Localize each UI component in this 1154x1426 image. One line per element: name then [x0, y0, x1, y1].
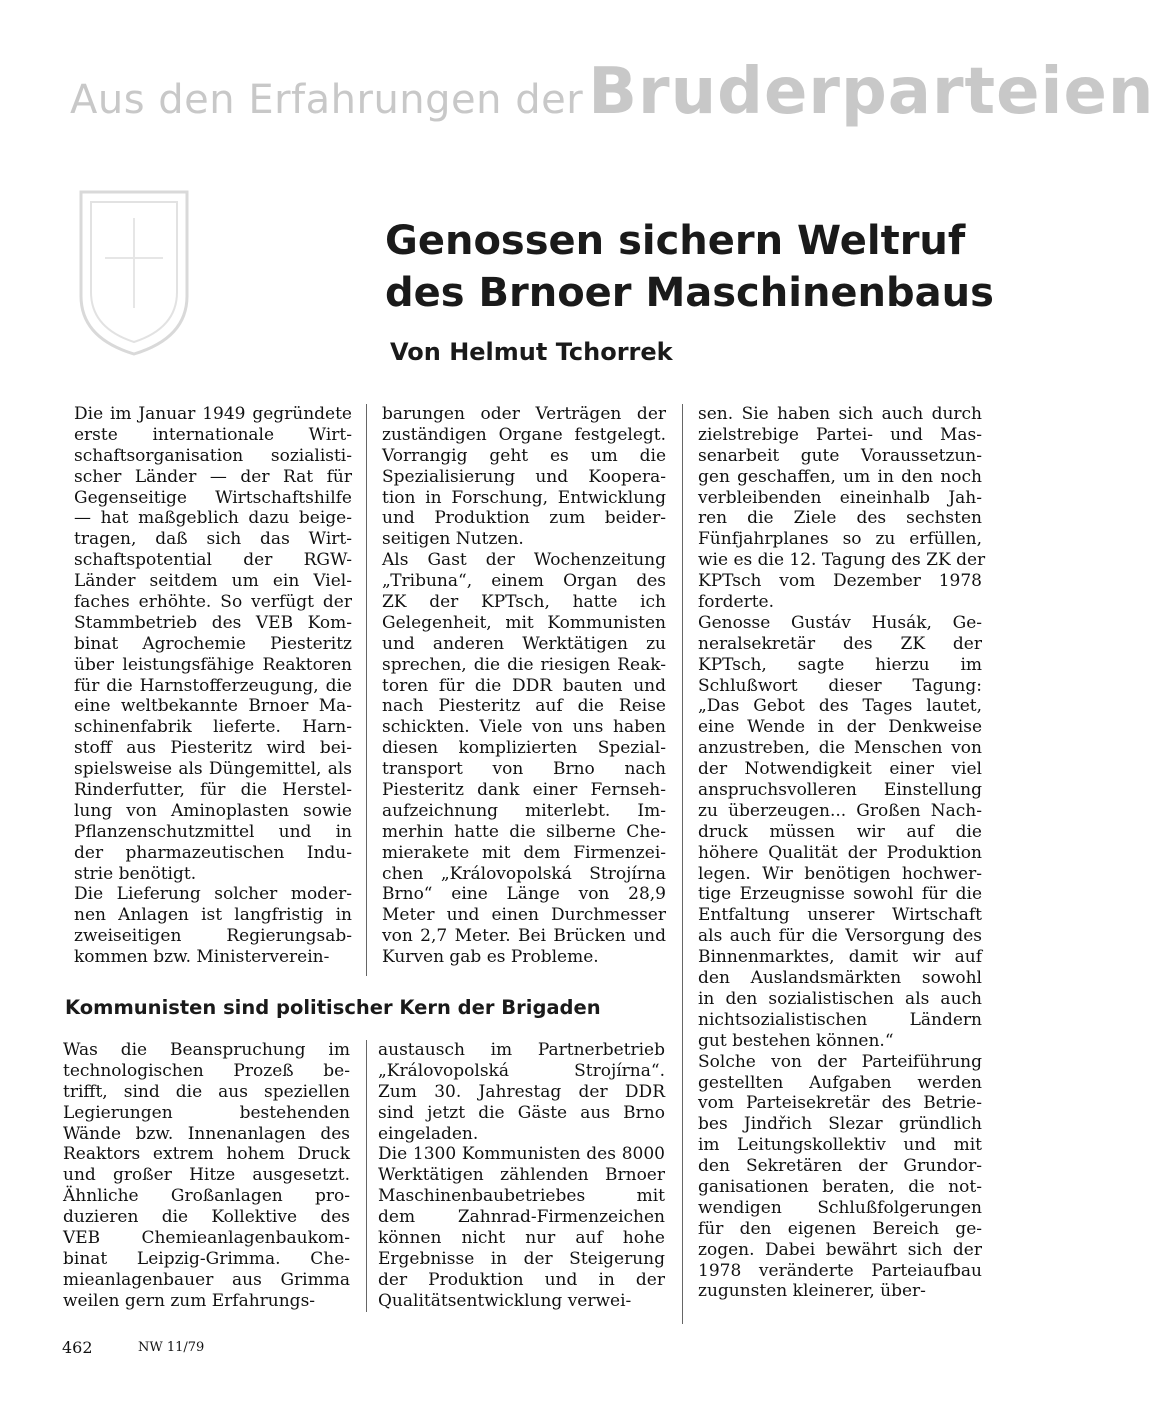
text-line: austausch im Partnerbetrieb [378, 1040, 665, 1060]
text-line: können nicht nur auf hohe [378, 1228, 665, 1249]
text-line: KPTsch, sagte hierzu im [698, 654, 982, 675]
text-column-2 [382, 404, 666, 968]
text-line: erste internationale Wirt- [74, 424, 352, 445]
text-line: barungen oder Verträgen der [382, 404, 666, 424]
text-line: Ergebnisse in der Steigerung [378, 1248, 665, 1269]
text-line: legen. Wir benötigen hochwer- [698, 863, 982, 884]
text-line: Legierungen bestehenden [63, 1102, 350, 1123]
text-line: der Produktion und in der [378, 1269, 665, 1290]
text-line: für den eigenen Bereich ge- [698, 1218, 982, 1239]
text-line: Reaktors extrem hohem Druck [63, 1144, 350, 1165]
text-line: Meter und einen Durchmesser [382, 905, 666, 926]
text-line: schickten. Viele von uns haben [382, 717, 666, 738]
text-line: gestellten Aufgaben werden [698, 1072, 982, 1093]
text-line: schaftsorganisation sozialisti- [74, 445, 352, 466]
section-kicker [70, 55, 1154, 129]
text-line: für die Harnstofferzeugung, die [74, 675, 352, 696]
text-line: mieanlagenbauer aus Grimma [63, 1269, 350, 1290]
section-heading: Kommunisten sind politischer Kern der Brigaden [65, 996, 601, 1019]
text-line: Wände bzw. Innenanlagen des [63, 1123, 350, 1144]
text-line: vom Parteisekretär des Betrie- [698, 1093, 982, 1114]
text-line: duzieren die Kollektive des [63, 1207, 350, 1228]
text-line: Maschinenbaubetriebes mit [378, 1186, 665, 1207]
text-line: ganisationen beraten, die not- [698, 1176, 982, 1197]
text-line: weilen gern zum Erfahrungs- [63, 1290, 316, 1311]
text-line: aufzeichnung miterlebt. Im- [382, 800, 666, 821]
text-line: und großer Hitze ausgesetzt. [63, 1165, 350, 1186]
article-title [385, 215, 1005, 319]
text-line: Die Lieferung solcher moder- [74, 884, 352, 905]
text-line: „Královopolská Strojírna“. [378, 1060, 665, 1081]
text-line: gut bestehen können.“ [698, 1030, 894, 1051]
text-line: zogen. Dabei bewährt sich der [698, 1239, 982, 1260]
column-divider [366, 404, 367, 976]
column-divider [366, 1040, 367, 1312]
text-line: druck müssen wir auf die [698, 821, 982, 842]
text-line: binat Leipzig-Grimma. Che- [63, 1248, 350, 1269]
text-line: den Auslandsmärkten sowohl [698, 968, 982, 989]
text-line: Vorrangig geht es um die [382, 445, 666, 466]
text-line: Solche von der Parteiführung [698, 1051, 982, 1072]
text-line: ZK der KPTsch, hatte ich [382, 592, 666, 613]
text-line: merhin hatte die silberne Che- [382, 821, 666, 842]
text-line: „Tribuna“, einem Organ des [382, 571, 666, 592]
text-line: Piesteritz dank einer Fernseh- [382, 780, 666, 801]
text-line: Die 1300 Kommunisten des 8000 [378, 1144, 665, 1165]
text-line: 1978 veränderte Parteiaufbau [698, 1260, 982, 1281]
text-line: Genosse Gustáv Husák, Ge- [698, 612, 982, 633]
text-line: Stammbetrieb des VEB Kom- [74, 612, 352, 633]
text-line: schinenfabrik lieferte. Harn- [74, 717, 352, 738]
text-line: wie es die 12. Tagung des ZK der [698, 550, 986, 571]
text-line: sen. Sie haben sich auch durch [698, 404, 982, 424]
text-line: Die im Januar 1949 gegründete [74, 404, 352, 424]
text-line: diesen komplizierten Spezial- [382, 738, 666, 759]
text-line: der pharmazeutischen Indu- [74, 842, 352, 863]
title-line-2: des Brnoer Maschinenbaus [385, 270, 994, 316]
text-line: höhere Qualität der Produktion [698, 842, 982, 863]
section-column-1 [63, 1040, 350, 1312]
text-line: wendigen Schlußfolgerungen [698, 1197, 982, 1218]
text-line: Kurven gab es Probleme. [382, 947, 599, 968]
text-line: VEB Chemieanlagenbaukom- [63, 1228, 350, 1249]
text-line: und Produktion zum beider- [382, 508, 666, 529]
text-line: sprechen, die die riesigen Reak- [382, 654, 666, 675]
text-line: anzustreben, die Menschen von [698, 738, 982, 759]
text-line: toren für die DDR bauten und [382, 675, 666, 696]
text-line: Fünfjahrplanes so zu erfüllen, [698, 529, 982, 550]
text-line: lung von Aminoplasten sowie [74, 800, 352, 821]
text-line: anspruchsvolleren Einstellung [698, 780, 982, 801]
text-line: Spezialisierung und Koopera- [382, 466, 666, 487]
text-line: Rinderfutter, für die Herstel- [74, 780, 352, 801]
text-line: KPTsch vom Dezember 1978 [698, 571, 982, 592]
text-line: neralsekretär des ZK der [698, 633, 982, 654]
text-line: strie benötigt. [74, 863, 197, 884]
text-line: Pflanzenschutzmittel und in [74, 821, 352, 842]
text-line: ren die Ziele des sechsten [698, 508, 982, 529]
text-line: eingeladen. [378, 1123, 479, 1144]
text-line: technologischen Prozeß be- [63, 1060, 350, 1081]
text-line: Brno“ eine Länge von 28,9 [382, 884, 666, 905]
text-line: faches erhöhte. So verfügt der [74, 592, 352, 613]
text-line: in den sozialistischen als auch [698, 988, 982, 1009]
text-line: eine Wende in der Denkweise [698, 717, 982, 738]
text-column-3 [698, 404, 986, 1302]
text-line: Binnenmarktes, damit wir auf [698, 947, 982, 968]
title-line-1: Genossen sichern Weltruf [385, 218, 966, 264]
text-line: eine weltbekannte Brnoer Ma- [74, 696, 352, 717]
text-line: transport von Brno nach [382, 759, 666, 780]
text-line: Qualitätsentwicklung verwei- [378, 1290, 632, 1311]
text-line: bes Jindřich Slezar gründlich [698, 1114, 982, 1135]
section-column-2 [378, 1040, 665, 1312]
text-line: senarbeit gute Voraussetzun- [698, 445, 982, 466]
page-number: 462 [62, 1338, 93, 1357]
text-line: zweiseitigen Regierungsab- [74, 926, 352, 947]
text-line: von 2,7 Meter. Bei Brücken und [382, 926, 666, 947]
text-line: der Notwendigkeit einer viel [698, 759, 982, 780]
text-line: Als Gast der Wochenzeitung [382, 550, 666, 571]
text-line: — hat maßgeblich dazu beige- [74, 508, 352, 529]
text-line: stoff aus Piesteritz wird bei- [74, 738, 352, 759]
text-line: nach Piesteritz auf die Reise [382, 696, 666, 717]
text-line: Schlußwort dieser Tagung: [698, 675, 982, 696]
text-line: Zum 30. Jahrestag der DDR [378, 1081, 665, 1102]
text-line: und anderen Werktätigen zu [382, 633, 666, 654]
text-line: spielsweise als Düngemittel, als [74, 759, 352, 780]
text-line: im Leitungskollektiv und mit [698, 1135, 982, 1156]
text-line: scher Länder — der Rat für [74, 466, 352, 487]
text-line: sind jetzt die Gäste aus Brno [378, 1102, 665, 1123]
text-line: trifft, sind die aus speziellen [63, 1081, 350, 1102]
text-line: dem Zahnrad-Firmenzeichen [378, 1207, 665, 1228]
text-line: zielstrebige Partei- und Mas- [698, 424, 982, 445]
text-line: über leistungsfähige Reaktoren [74, 654, 352, 675]
text-line: Gelegenheit, mit Kommunisten [382, 612, 666, 633]
text-line: gen geschaffen, um in den noch [698, 466, 982, 487]
text-line: „Das Gebot des Tages lautet, [698, 696, 982, 717]
text-line: Gegenseitige Wirtschaftshilfe [74, 487, 352, 508]
text-line: als auch für die Versorgung des [698, 926, 982, 947]
text-line: verbleibenden eineinhalb Jah- [698, 487, 982, 508]
text-line: Entfaltung unserer Wirtschaft [698, 905, 982, 926]
column-divider [682, 404, 683, 1324]
text-line: forderte. [698, 592, 775, 613]
text-line: chen „Královopolská Strojírna [382, 863, 666, 884]
issue-label: NW 11/79 [138, 1340, 205, 1355]
text-line: tragen, daß sich das Wirt- [74, 529, 352, 550]
text-line: kommen bzw. Ministerverein- [74, 947, 330, 968]
text-line: binat Agrochemie Piesteritz [74, 633, 352, 654]
text-line: Länder seitdem um ein Viel- [74, 571, 352, 592]
text-column-1 [74, 404, 352, 968]
article-author: Von Helmut Tchorrek [390, 338, 673, 366]
kicker-highlight: Bruderparteien [588, 55, 1154, 129]
kicker-prefix: Aus den Erfahrungen der [70, 77, 584, 123]
text-line: zu überzeugen... Großen Nach- [698, 800, 982, 821]
text-line: zugunsten kleinerer, über- [698, 1281, 926, 1302]
emblem-watermark [75, 188, 193, 358]
text-line: Ähnliche Großanlagen pro- [63, 1186, 350, 1207]
text-line: seitigen Nutzen. [382, 529, 524, 550]
text-line: nen Anlagen ist langfristig in [74, 905, 352, 926]
text-line: mierakete mit dem Firmenzei- [382, 842, 666, 863]
text-line: Werktätigen zählenden Brnoer [378, 1165, 665, 1186]
text-line: zuständigen Organe festgelegt. [382, 424, 666, 445]
text-line: schaftspotential der RGW- [74, 550, 352, 571]
text-line: Was die Beanspruchung im [63, 1040, 350, 1060]
text-line: tige Erzeugnisse sowohl für die [698, 884, 982, 905]
text-line: den Sekretären der Grundor- [698, 1156, 982, 1177]
text-line: tion in Forschung, Entwicklung [382, 487, 666, 508]
text-line: nichtsozialistischen Ländern [698, 1009, 982, 1030]
